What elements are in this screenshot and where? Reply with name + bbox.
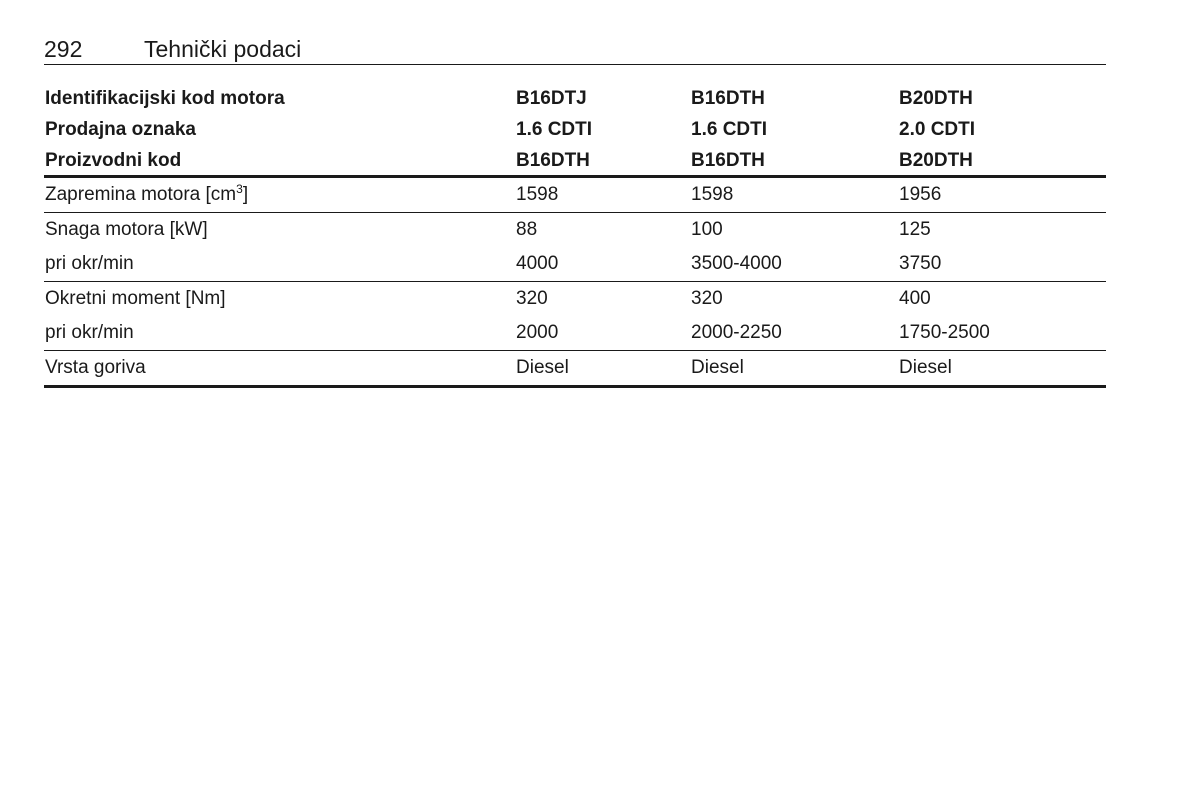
page-header: [44, 34, 1106, 65]
column-3-value: B20DTH: [899, 88, 973, 109]
table-row-torque: [44, 282, 1106, 316]
column-1-value: Diesel: [516, 357, 569, 378]
row-label: [45, 178, 248, 212]
table-header-row-sales-designation: [44, 114, 1106, 145]
table-row-displacement: [44, 178, 1106, 213]
column-3-value: 3750: [899, 253, 942, 274]
section-title: Tehnički podaci: [144, 36, 302, 62]
row-label: Identifikacijski kod motora: [45, 88, 285, 109]
row-label: Okretni moment [Nm]: [45, 288, 226, 309]
table-header-row-engine-id: [44, 83, 1106, 114]
engine-spec-table: [44, 83, 1106, 388]
row-label: Prodajna oznaka: [45, 119, 196, 140]
superscript-3: 3: [236, 182, 243, 196]
table-row-torque-rpm: [44, 316, 1106, 351]
column-1-value: B16DTH: [516, 150, 590, 171]
column-2-value: 1598: [691, 184, 734, 205]
column-1-value: 1598: [516, 184, 559, 205]
column-3-value: 400: [899, 288, 931, 309]
page-number: 292: [44, 36, 83, 62]
row-label: pri okr/min: [45, 322, 134, 343]
column-3-value: B20DTH: [899, 150, 973, 171]
row-label: Proizvodni kod: [45, 150, 182, 171]
column-2-value: B16DTH: [691, 88, 765, 109]
column-2-value: 320: [691, 288, 723, 309]
column-2-value: 2000-2250: [691, 322, 782, 343]
table-row-fuel-type: [44, 351, 1106, 388]
table-header-row-production-code: [44, 145, 1106, 178]
column-1-value: 1.6 CDTI: [516, 119, 593, 140]
column-2-value: B16DTH: [691, 150, 765, 171]
table-row-power-rpm: [44, 247, 1106, 282]
column-2-value: 1.6 CDTI: [691, 119, 768, 140]
row-label: pri okr/min: [45, 253, 134, 274]
column-2-value: 100: [691, 219, 723, 240]
table-row-power: [44, 213, 1106, 247]
column-3-value: 125: [899, 219, 931, 240]
column-3-value: 1956: [899, 184, 942, 205]
column-3-value: 1750-2500: [899, 322, 990, 343]
displacement-label-suffix: ]: [242, 184, 249, 205]
column-1-value: B16DTJ: [516, 88, 587, 109]
column-1-value: 88: [516, 219, 538, 240]
column-2-value: 3500-4000: [691, 253, 782, 274]
column-3-value: 2.0 CDTI: [899, 119, 976, 140]
row-label: Vrsta goriva: [45, 357, 146, 378]
column-1-value: 2000: [516, 322, 559, 343]
column-2-value: Diesel: [691, 357, 744, 378]
column-1-value: 4000: [516, 253, 559, 274]
column-1-value: 320: [516, 288, 548, 309]
displacement-label: Zapremina motora [cm: [45, 184, 237, 205]
column-3-value: Diesel: [899, 357, 952, 378]
row-label: Snaga motora [kW]: [45, 219, 208, 240]
